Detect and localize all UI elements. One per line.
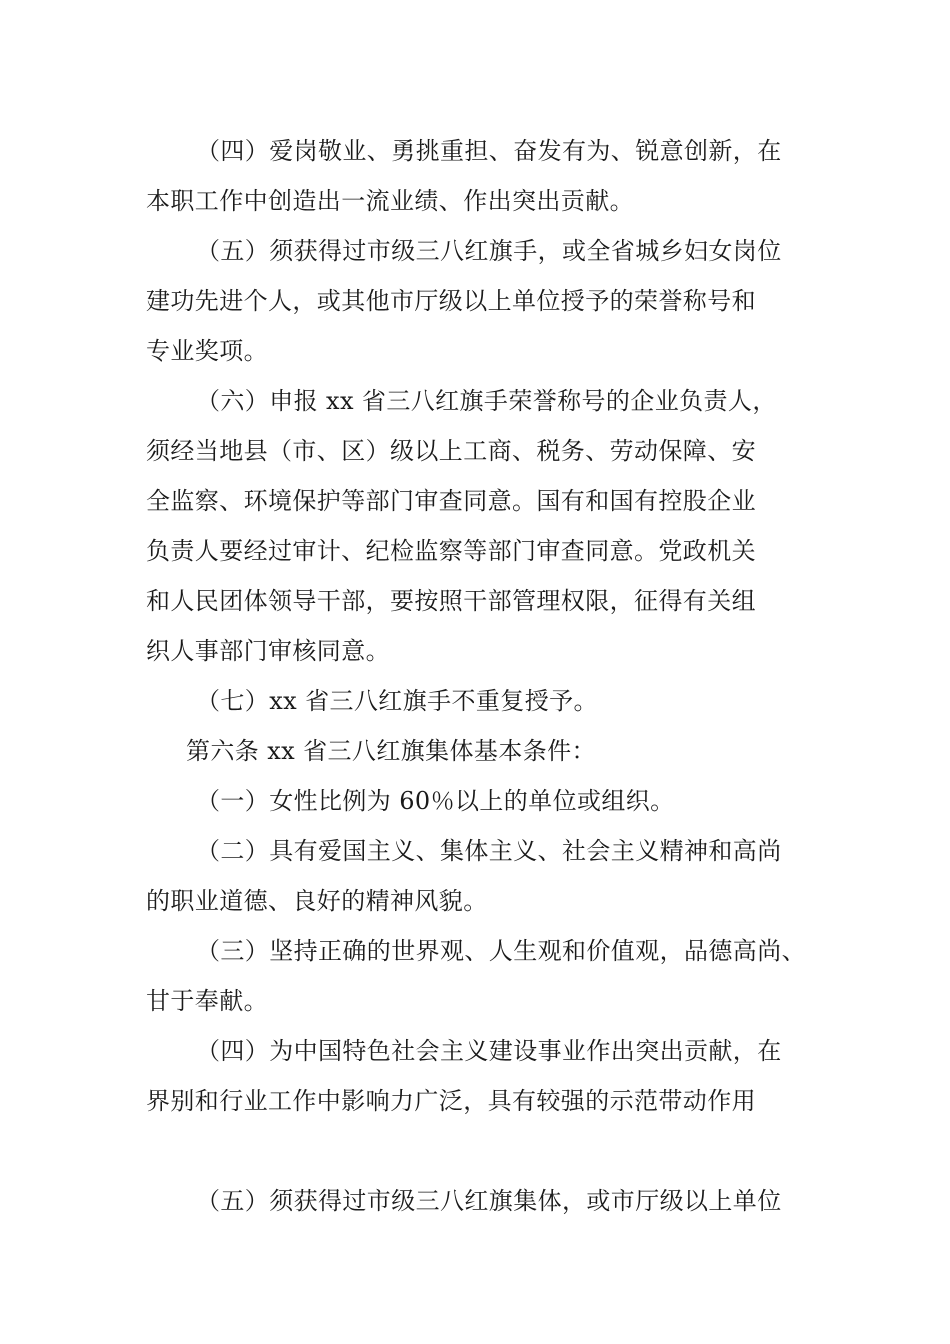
text-line: （五）须获得过市级三八红旗手，或全省城乡妇女岗位: [196, 237, 782, 265]
text-line: （七）xx 省三八红旗手不重复授予。: [196, 687, 598, 715]
text-line: 本职工作中创造出一流业绩、作出突出贡献。: [146, 187, 634, 215]
text-line: 专业奖项。: [146, 337, 268, 365]
text-line: （三）坚持正确的世界观、人生观和价值观，品德高尚、: [196, 937, 806, 965]
text-line: 的职业道德、良好的精神风貌。: [146, 887, 488, 915]
text-line: （四）为中国特色社会主义建设事业作出突出贡献，在: [196, 1037, 782, 1065]
text-line: （四）爱岗敬业、勇挑重担、奋发有为、锐意创新，在: [196, 137, 782, 165]
text-line: 织人事部门审核同意。: [146, 637, 390, 665]
text-line: （一）女性比例为 60％以上的单位或组织。: [196, 787, 675, 815]
text-line: 须经当地县（市、区）级以上工商、税务、劳动保障、安: [146, 437, 756, 465]
text-line: （二）具有爱国主义、集体主义、社会主义精神和高尚: [196, 837, 782, 865]
text-line: 建功先进个人，或其他市厅级以上单位授予的荣誉称号和: [146, 287, 756, 315]
text-line: 甘于奉献。: [146, 987, 268, 1015]
text-line: 和人民团体领导干部，要按照干部管理权限，征得有关组: [146, 587, 756, 615]
text-line: 全监察、环境保护等部门审查同意。国有和国有控股企业: [146, 487, 756, 515]
text-line: 界别和行业工作中影响力广泛，具有较强的示范带动作用: [146, 1087, 756, 1115]
text-line: 第六条 xx 省三八红旗集体基本条件：: [186, 737, 596, 765]
text-line: （六）申报 xx 省三八红旗手荣誉称号的企业负责人，: [196, 387, 777, 415]
text-line: （五）须获得过市级三八红旗集体，或市厅级以上单位: [196, 1187, 782, 1215]
text-line: 负责人要经过审计、纪检监察等部门审查同意。党政机关: [146, 537, 756, 565]
